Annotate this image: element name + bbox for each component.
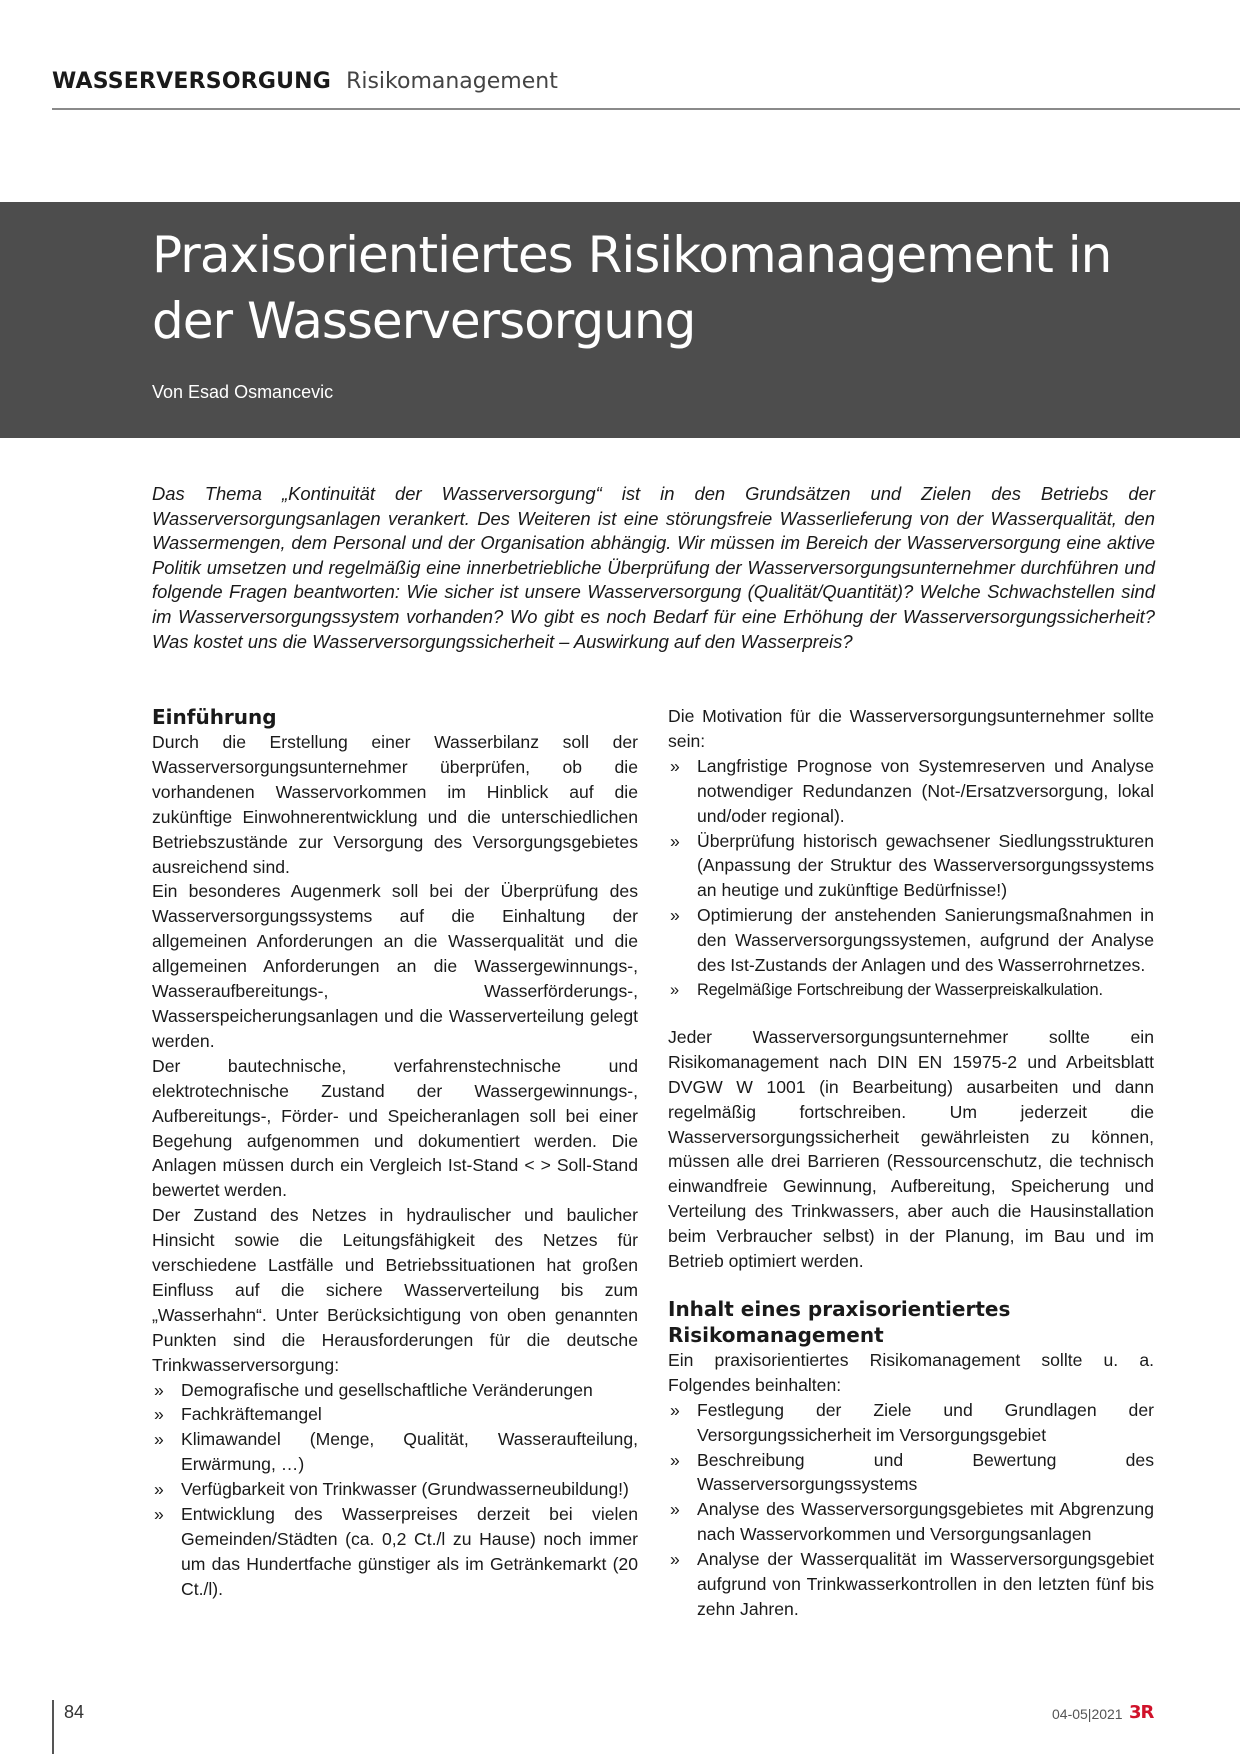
bullet-glyph: » <box>670 1549 680 1570</box>
page-number: 84 <box>64 1702 85 1722</box>
article-title: Praxisorientiertes Risikomanagement in der Wasserversorgung <box>152 226 1112 350</box>
list-item: » Überprüfung historisch gewachsener Siedlungsstrukturen (Anpassung der Struktur des Wasserversorgungssystems an heutige und zukünftige Bedürfnisse!) <box>670 830 1154 901</box>
left-column <box>152 704 638 1602</box>
header-section: WASSERVERSORGUNG <box>52 69 332 94</box>
list-item: » Langfristige Prognose von Systemreserven und Analyse notwendiger Redundanzen (Not-/Ersatzversorgung, lokal und/oder regional). <box>670 755 1154 826</box>
list-item: » Festlegung der Ziele und Grundlagen der Versorgungssicherheit im Versorgungsgebiet <box>670 1399 1154 1445</box>
running-header <box>52 62 1240 110</box>
list-item: » Fachkräftemangel <box>152 1402 638 1427</box>
spacer <box>668 1003 1154 1025</box>
bullet-glyph: » <box>154 1479 164 1500</box>
bullet-glyph: » <box>670 980 679 999</box>
bullet-glyph: » <box>154 1504 164 1525</box>
list-item: » Regelmäßige Fortschreibung der Wasserpreiskalkulation. <box>668 978 1154 1003</box>
bullet-glyph: » <box>670 1499 680 1520</box>
bullet-glyph: » <box>670 1449 680 1470</box>
bullet-glyph: » <box>670 1399 680 1420</box>
paragraph: Ein praxisorientiertes Risikomanagement sollte u. a. Folgendes beinhalten: <box>668 1349 1154 1395</box>
paragraph: Jeder Wasserversorgungsunternehmer sollte ein Risikomanagement nach DIN EN 15975-2 und Arbeitsblatt DVGW W 1001 (in Bearbeitung) ausarbeiten und dann regelmäßig fortschreiben. Um jederzeit die Wasserversorgungssicherheit gewährleisten zu können, müssen alle drei Barrieren (Ressourcenschutz, die technisch einwandfreie Gewinnung, Aufbereitung, Speicherung und Verteilung des Trinkwassers, aber auch die Hausinstallation beim Verbraucher selbst) in der Planung, im Bau und im Betrieb optimiert werden. <box>668 1026 1154 1272</box>
challenges-list <box>152 1378 638 1602</box>
bullet-glyph: » <box>154 1404 164 1425</box>
bullet-glyph: » <box>154 1379 164 1400</box>
footer-rule <box>52 1700 54 1754</box>
list-item: » Analyse der Wasserqualität im Wasserversorgungsgebiet aufgrund von Trinkwasserkontrollen in den letzten fünf bis zehn Jahren. <box>670 1549 1154 1619</box>
paragraph: Der Zustand des Netzes in hydraulischer und baulicher Hinsicht sowie die Leitungsfähigkeit des Netzes für verschiedene Lastfälle und Betriebssituationen hat großen Einfluss auf die sichere Wasserverteilung bis zum „Wasserhahn“. Unter Berücksichtigung von oben genannten Punkten sind die Herausforderungen für die deutsche Trinkwasserversorgung: <box>152 1205 638 1375</box>
bullet-glyph: » <box>154 1429 164 1450</box>
paragraph: Der bautechnische, verfahrenstechnische und elektrotechnische Zustand der Wassergewinnungs-, Aufbereitungs-, Förder- und Speicheranlagen soll bei einer Begehung aufgenommen und dokumentiert werden. Die Anlagen müssen durch ein Vergleich Ist-Stand < > Soll-Stand bewertet werden. <box>152 1055 638 1201</box>
list-item: » Demografische und gesellschaftliche Veränderungen <box>152 1378 638 1403</box>
article-author: Von Esad Osmancevic <box>152 382 334 402</box>
right-column <box>668 704 1154 1622</box>
motivation-list <box>668 754 1154 1003</box>
list-item: » Klimawandel (Menge, Qualität, Wasseraufteilung, Erwärmung, …) <box>154 1429 638 1475</box>
section-heading-introduction: Einführung <box>152 705 277 729</box>
list-item: » Verfügbarkeit von Trinkwasser (Grundwasserneubildung!) <box>152 1477 638 1502</box>
article-abstract: Das Thema „Kontinuität der Wasserversorgung“ ist in den Grundsätzen und Zielen des Betriebs der Wasserversorgungsanlagen verankert. Des Weiteren ist eine störungsfreie Wasserlieferung von der Wasserqualität, den Wassermengen, dem Personal und der Organisation abhängig. Wir müssen im Bereich der Wasserversorgung eine aktive Politik umsetzen und regelmäßig eine innerbetriebliche Überprüfung der Wasserversorgungsunternehmer durchführen und folgende Fragen beantworten: Wie sicher ist unsere Wasserversorgung (Qualität/Quantität)? Welche Schwachstellen sind im Wasserversorgungssystem vorhanden? Wo gibt es noch Bedarf für eine Erhöhung der Wasserversorgungssicherheit? Was kostet uns die Wasserversorgungssicherheit – Auswirkung auf den Wasserpreis? <box>152 483 1155 652</box>
bullet-glyph: » <box>670 905 680 926</box>
bullet-glyph: » <box>670 830 680 851</box>
paragraph: Ein besonderes Augenmerk soll bei der Überprüfung des Wasserversorgungssystems auf die Einhaltung der allgemeinen Anforderungen an die Wasserqualität und die allgemeinen Anforderungen an die Wassergewinnungs-, Wasseraufbereitungs-, Wasserförderungs-, Wasserspeicherungsanlagen und die Wasserverteilung gelegt werden. <box>152 881 638 1051</box>
list-item: » Analyse des Wasserversorgungsgebietes mit Abgrenzung nach Wasservorkommen und Versorgungsanlagen <box>670 1499 1154 1545</box>
bullet-glyph: » <box>670 755 680 776</box>
list-item: » Optimierung der anstehenden Sanierungsmaßnahmen in den Wasserversorgungssystemen, aufgrund der Analyse des Ist-Zustands der Anlagen und des Wasserrohrnetzes. <box>670 905 1154 976</box>
issue-label: 04-05|2021 <box>1052 1706 1123 1722</box>
list-item: » Beschreibung und Bewertung des Wasserversorgungssystems <box>670 1449 1154 1495</box>
paragraph: Die Motivation für die Wasserversorgungsunternehmer sollte sein: <box>668 706 1154 751</box>
list-item: » Entwicklung des Wasserpreises derzeit bei vielen Gemeinden/Städten (ca. 0,2 Ct./l zu Hause) noch immer um das Hundertfache günstiger als im Getränkemarkt (20 Ct./l). <box>154 1504 638 1599</box>
spacer <box>668 1274 1154 1296</box>
section-heading-content: Inhalt eines praxisorientiertes Risikomanagement <box>668 1296 1011 1347</box>
publisher-logo: 3R <box>1129 1702 1154 1723</box>
paragraph: Durch die Erstellung einer Wasserbilanz soll der Wasserversorgungsunternehmer überprüfen, ob die vorhandenen Wasservorkommen im Hinblick auf die zukünftige Einwohnerentwicklung und die unterschiedlichen Betriebszustände zur Versorgung des Versorgungsgebietes ausreichend sind. <box>152 732 638 877</box>
title-banner <box>0 202 1240 438</box>
content-list <box>668 1398 1154 1622</box>
header-subsection: Risikomanagement <box>346 69 558 94</box>
